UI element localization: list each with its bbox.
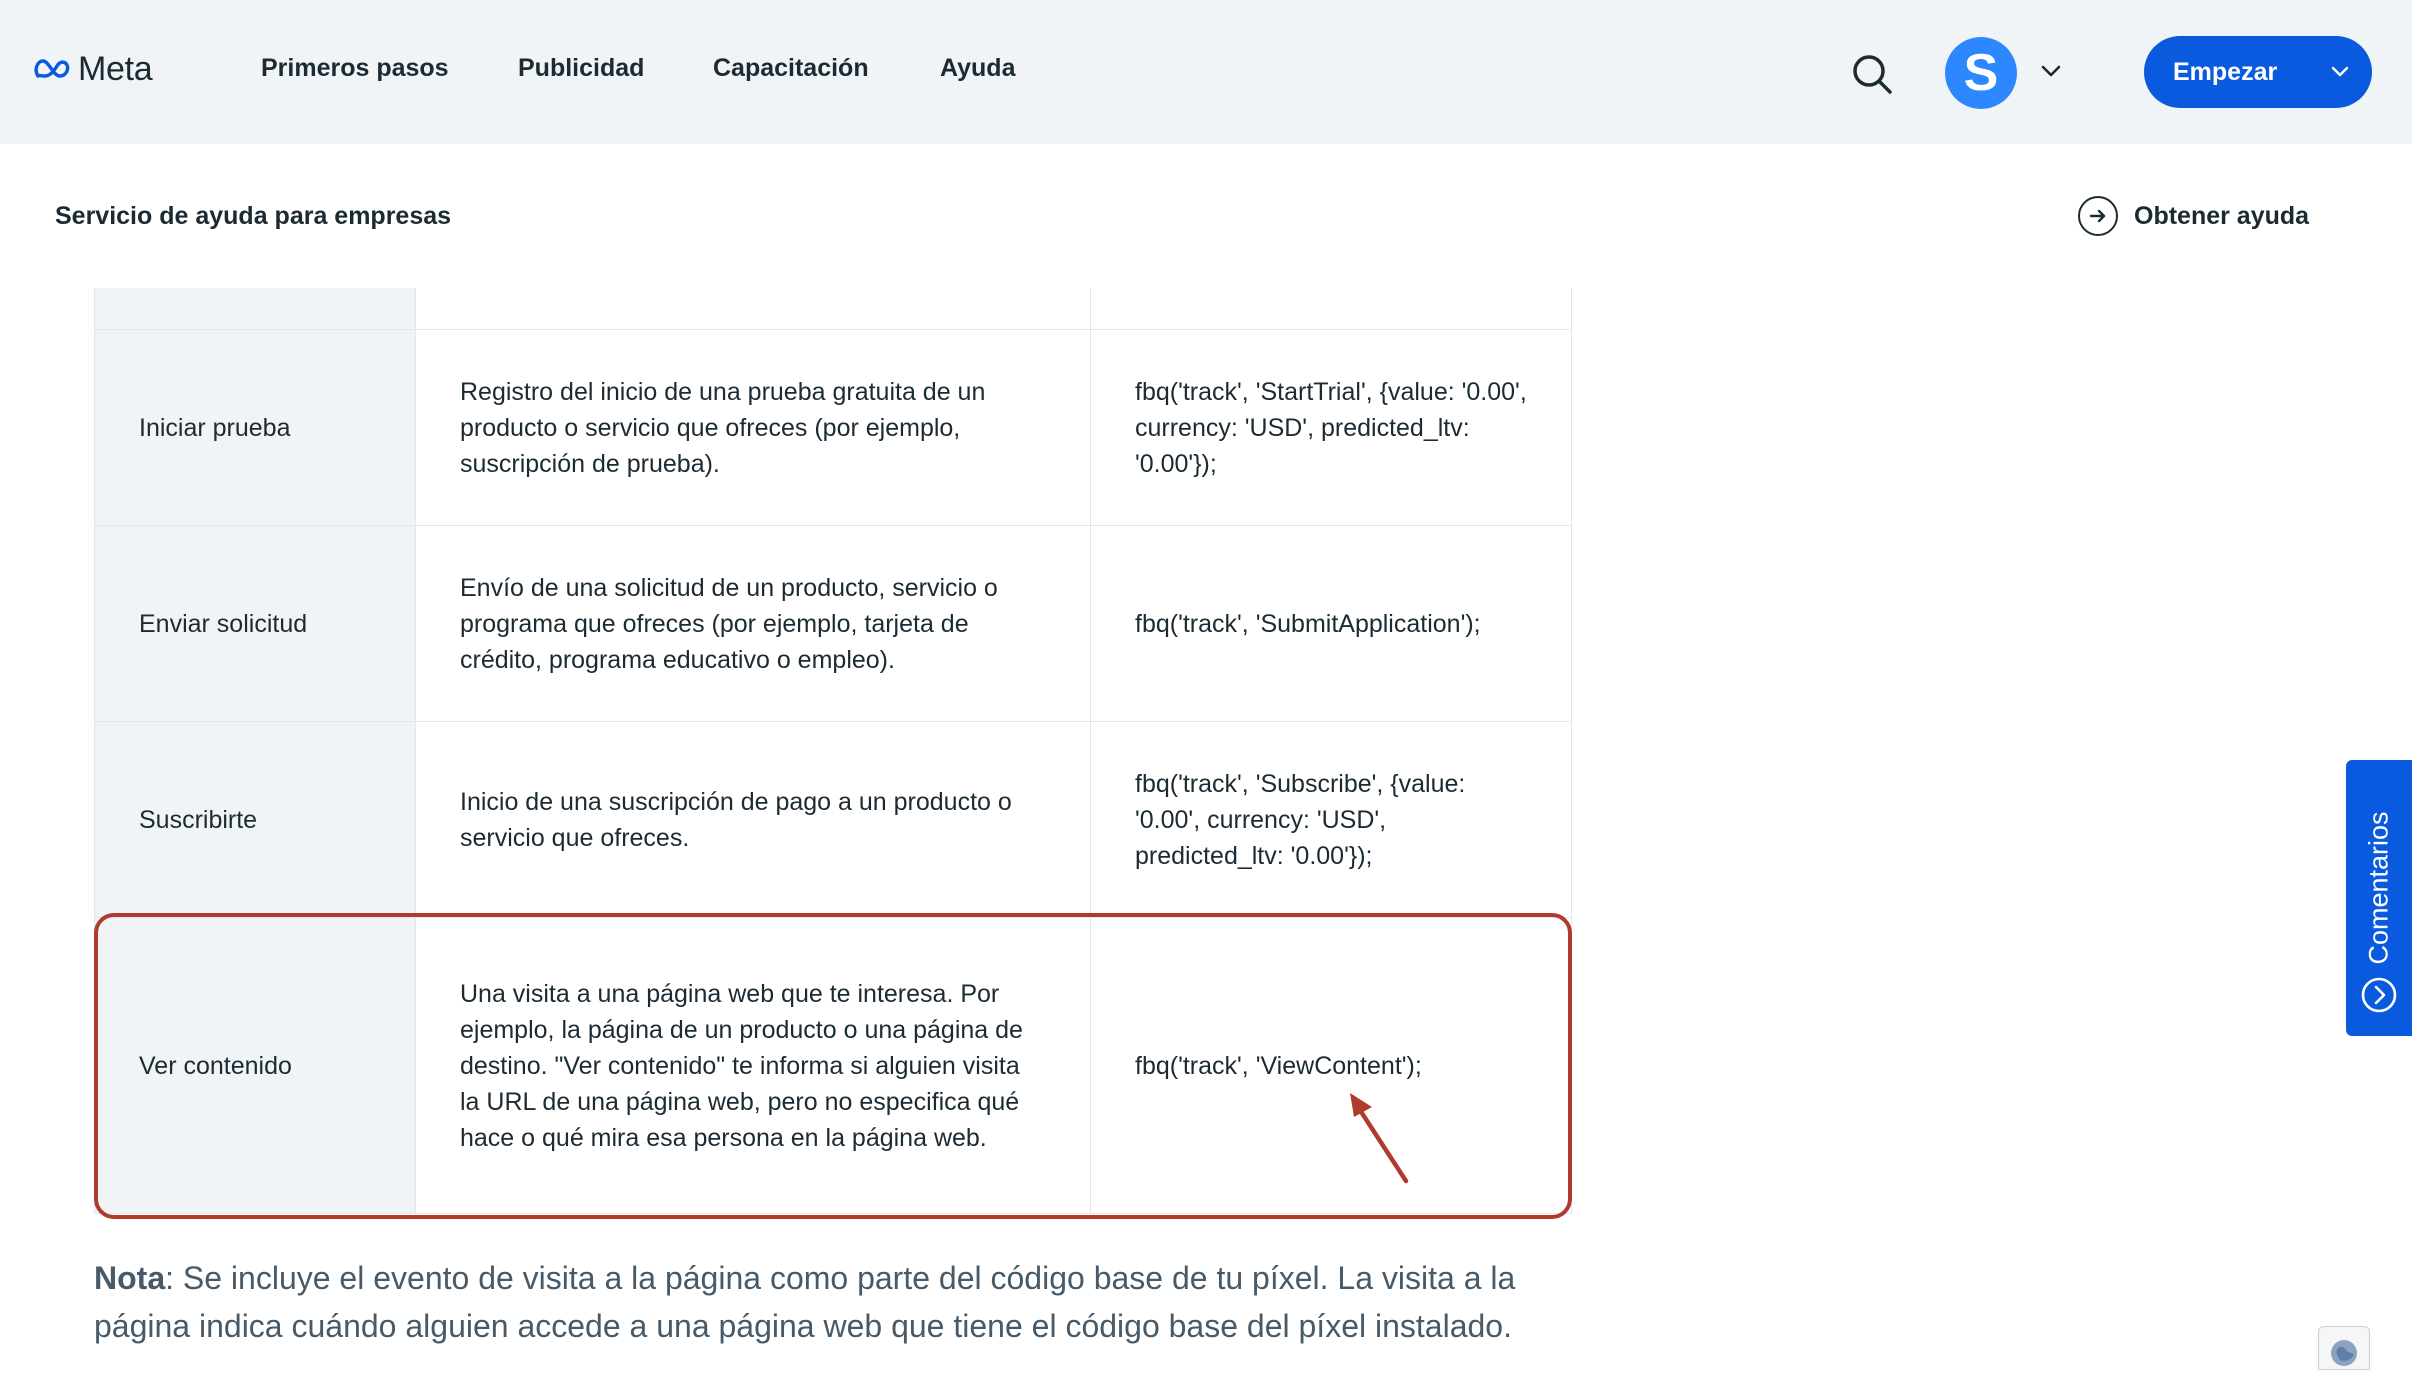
event-code-cell: fbq('track', 'StartTrial', {value: '0.00', currency: 'USD', predicted_ltv: '0.00'}); — [1091, 330, 1572, 525]
event-name-cell: Iniciar prueba — [94, 330, 416, 525]
table-row — [94, 526, 1572, 722]
meta-infinity-icon — [34, 58, 72, 80]
nav-link-ayuda[interactable]: Ayuda — [940, 54, 1016, 82]
empezar-label: Empezar — [2173, 57, 2278, 86]
event-description-cell: Inicio de una suscripción de pago a un producto o servicio que ofreces. — [416, 722, 1091, 917]
event-code-cell: fbq('track', 'SubmitApplication'); — [1091, 526, 1572, 721]
annotation-arrow-icon — [1340, 1085, 1410, 1185]
event-description-cell — [416, 288, 1091, 329]
empezar-button[interactable] — [2144, 36, 2372, 108]
table-row — [94, 330, 1572, 526]
meta-logo[interactable] — [34, 49, 152, 89]
language-button[interactable] — [2318, 1326, 2370, 1370]
table-row — [94, 288, 1572, 330]
event-name-cell — [94, 288, 416, 329]
page-section-title: Servicio de ayuda para empresas — [55, 202, 452, 230]
feedback-label: Comentarios — [2363, 811, 2394, 965]
note-paragraph — [94, 1254, 1574, 1350]
globe-icon — [2319, 1327, 2369, 1369]
nav-link-publicidad[interactable]: Publicidad — [518, 54, 645, 82]
search-button[interactable] — [1850, 52, 1894, 96]
event-code-cell: fbq('track', 'ViewContent'); — [1091, 918, 1572, 1213]
note-label: Nota — [94, 1260, 166, 1296]
arrow-circle-right-icon — [2078, 196, 2118, 236]
note-text: : Se incluye el evento de visita a la página como parte del código base de tu píxel. La visita a la página indica cuándo alguien accede a una página web que tiene el código base del píxel instalado. — [94, 1260, 1516, 1344]
feedback-tab[interactable] — [2346, 760, 2412, 1036]
top-navigation — [0, 0, 2412, 144]
nav-link-capacitacion[interactable]: Capacitación — [713, 54, 869, 82]
avatar-letter: S — [1963, 44, 1999, 102]
event-description-cell: Registro del inicio de una prueba gratuita de un producto o servicio que ofreces (por ejemplo, suscripción de prueba). — [416, 330, 1091, 525]
event-description-cell: Una visita a una página web que te interesa. Por ejemplo, la página de un producto o una página de destino. "Ver contenido" te informa si alguien visita la URL de una página web, pero no especifica qué hace o qué mira esa persona en la página web. — [416, 918, 1091, 1213]
get-help-label: Obtener ayuda — [2134, 201, 2310, 230]
event-code-cell — [1091, 288, 1572, 329]
event-name-cell: Suscribirte — [94, 722, 416, 917]
get-help-link[interactable] — [2078, 194, 2309, 238]
event-code-cell: fbq('track', 'Subscribe', {value: '0.00', currency: 'USD', predicted_ltv: '0.00'}); — [1091, 722, 1572, 917]
search-icon — [1850, 52, 1894, 96]
chevron-down-icon — [2330, 62, 2350, 82]
event-description-cell: Envío de una solicitud de un producto, servicio o programa que ofreces (por ejemplo, tarjeta de crédito, programa educativo o empleo). — [416, 526, 1091, 721]
table-row — [94, 722, 1572, 918]
event-name-cell: Ver contenido — [94, 918, 416, 1213]
account-menu-button[interactable] — [2040, 60, 2062, 82]
chevron-circle-right-icon — [2360, 976, 2398, 1014]
nav-link-primeros-pasos[interactable]: Primeros pasos — [261, 54, 449, 82]
avatar[interactable] — [1945, 37, 2017, 109]
chevron-down-icon — [2040, 60, 2062, 82]
event-name-cell: Enviar solicitud — [94, 526, 416, 721]
logo-text: Meta — [78, 49, 153, 88]
